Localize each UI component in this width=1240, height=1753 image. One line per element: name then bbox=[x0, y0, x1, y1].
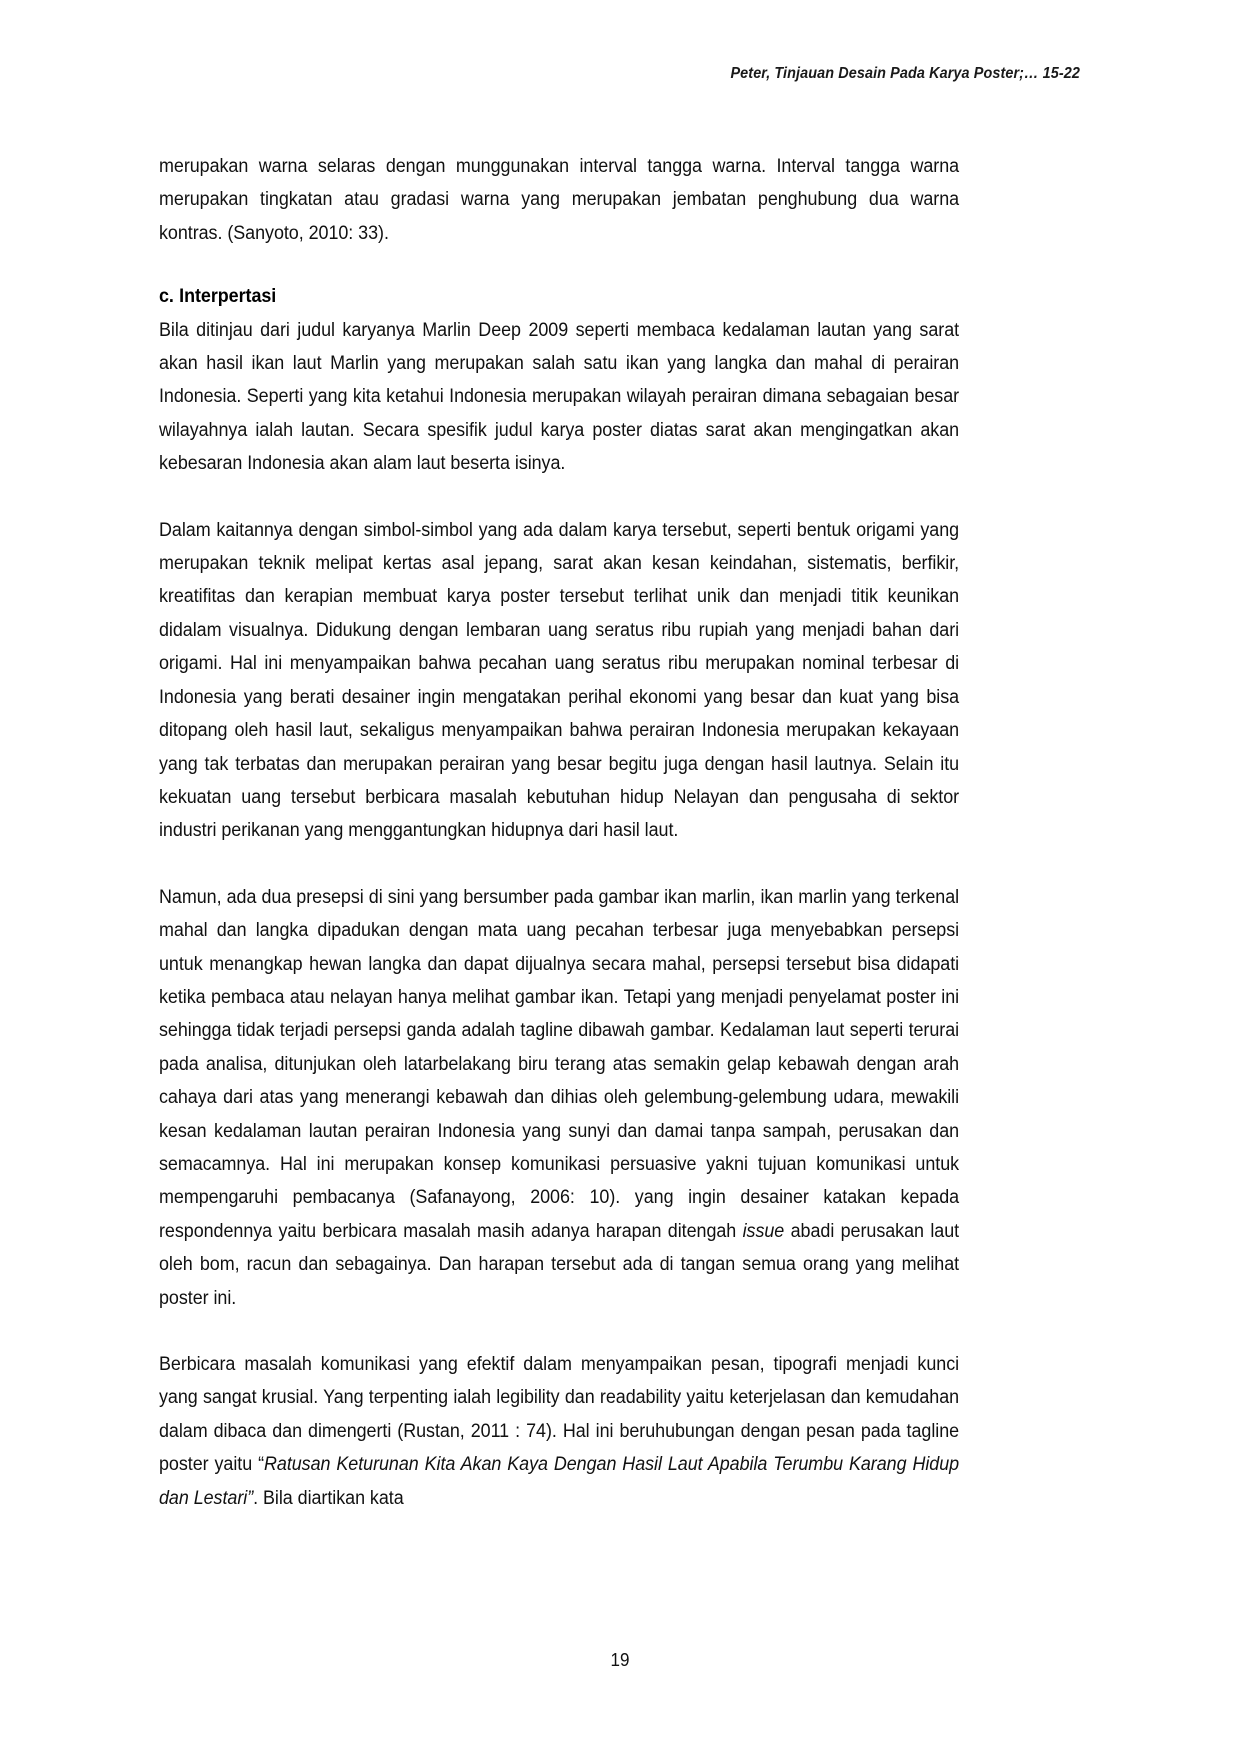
paragraph-presepsi-part-1: Namun, ada dua presepsi di sini yang bersumber pada gambar ikan marlin, ikan marlin yang terkenal mahal dan langka dipadukan dengan mata uang pecahan terbesar juga menyebabkan persepsi untuk menangkap hewan langka dan dapat dijualnya secara mahal, persepsi tersebut bisa didapati ketika pembaca atau nelayan hanya melihat gambar ikan. Tetapi yang menjadi penyelamat poster ini sehingga tidak terjadi persepsi ganda adalah tagline dibawah gambar. Kedalaman laut seperti terurai pada analisa, ditunjukan oleh latarbelakang biru terang atas semakin gelap kebawah dengan arah cahaya dari atas yang menerangi kebawah dan dihias oleh gelembung-gelembung udara, mewakili kesan kedalaman lautan perairan Indonesia yang sunyi dan damai tanpa sampah, perusakan dan semacamnya. Hal ini merupakan konsep komunikasi persuasive yakni tujuan komunikasi untuk mempengaruhi pembacanya (Safanayong, 2006: 10). yang ingin desainer katakan kepada respondennya yaitu berbicara masalah masih adanya harapan ditengah bbox=[159, 885, 960, 1242]
paragraph-presepsi bbox=[159, 881, 959, 1315]
inline-italic-issue: issue bbox=[742, 1219, 785, 1242]
paragraph-spacer bbox=[159, 250, 959, 280]
running-head: Peter, Tinjauan Desain Pada Karya Poster;… 15-22 bbox=[730, 65, 1080, 82]
paragraph-spacer bbox=[159, 481, 959, 514]
paragraph-simbol-origami: Dalam kaitannya dengan simbol-simbol yang ada dalam karya tersebut, seperti bentuk origami yang merupakan teknik melipat kertas asal jepang, sarat akan kesan keindahan, sistematis, berfikir, kreatifitas dan kerapian membuat karya poster tersebut terlihat unik dan menjadi titik keunikan didalam visualnya. Didukung dengan lembaran uang seratus ribu rupiah yang menjadi bahan dari origami. Hal ini menyampaikan bahwa pecahan uang seratus ribu merupakan nominal terbesar di Indonesia yang berati desainer ingin mengatakan perihal ekonomi yang besar dan kuat yang bisa ditopang oleh hasil laut, sekaligus menyampaikan bahwa perairan Indonesia merupakan kekayaan yang tak terbatas dan merupakan perairan yang besar begitu juga dengan hasil lautnya. Selain itu kekuatan uang tersebut berbicara masalah kebutuhan hidup Nelayan dan pengusaha di sektor industri perikanan yang menggantungkan hidupnya dari hasil laut. bbox=[159, 518, 960, 842]
paragraph-opening: merupakan warna selaras dengan munggunakan interval tangga warna. Interval tangga warna merupakan tingkatan atau gradasi warna yang merupakan jembatan penghubung dua warna kontras. (Sanyoto, 2010: 33). bbox=[159, 155, 960, 244]
paragraph-tipografi bbox=[159, 1348, 959, 1515]
paragraph-spacer bbox=[159, 1315, 959, 1348]
paragraph-interpertasi-intro: Bila ditinjau dari judul karyanya Marlin Deep 2009 seperti membaca kedalaman lautan yang sarat akan hasil ikan laut Marlin yang merupakan salah satu ikan yang langka dan mahal di perairan Indonesia. Seperti yang kita ketahui Indonesia merupakan wilayah perairan dimana sebagaian besar wilayahnya ialah lautan. Secara spesifik judul karya poster diatas sarat akan mengingatkan akan kebesaran Indonesia akan alam laut beserta isinya. bbox=[159, 318, 960, 475]
paragraph-tipografi-part-1: Berbicara masalah komunikasi yang efektif dalam menyampaikan pesan, tipografi menjadi kunci yang sangat krusial. Yang terpenting ialah legibility dan readability yaitu keterjelasan dan kemudahan dalam dibaca dan dimengerti (Rustan, 2011 : 74). Hal ini beruhubungan dengan pesan pada tagline poster yaitu “ bbox=[159, 1353, 960, 1476]
section-heading-marker: c. bbox=[159, 285, 174, 308]
inline-italic-tagline: Ratusan Keturunan Kita Akan Kaya Dengan Hasil Laut Apabila Terumbu Karang Hidup dan Lestari” bbox=[159, 1453, 960, 1509]
page-number: 19 bbox=[610, 1649, 630, 1670]
paragraph-spacer bbox=[159, 848, 959, 881]
paragraph-tipografi-part-2: . Bila diartikan kata bbox=[253, 1486, 404, 1509]
body-content bbox=[159, 150, 959, 1515]
paragraph-presepsi-part-2: abadi perusakan laut oleh bom, racun dan sebagainya. Dan harapan tersebut ada di tangan semua orang yang melihat poster ini. bbox=[159, 1219, 960, 1309]
section-heading-title: Interpertasi bbox=[179, 285, 277, 308]
section-heading-interpertasi bbox=[159, 280, 959, 313]
